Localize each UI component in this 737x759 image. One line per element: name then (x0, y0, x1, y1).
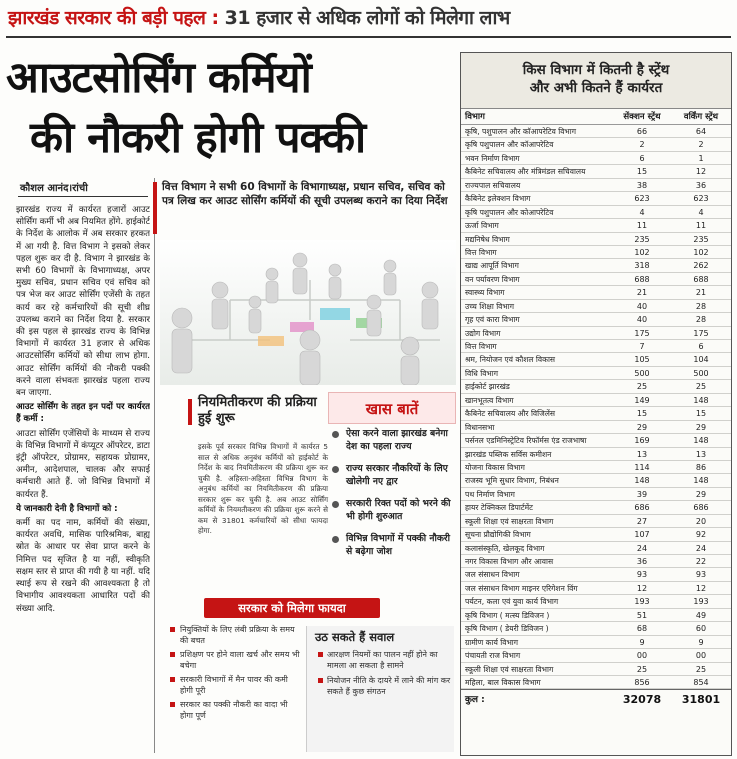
cell-sanctioned: 15 (636, 167, 648, 177)
cell-sanctioned: 40 (636, 315, 648, 325)
benefit-text: प्रशिक्षण पर होने वाला खर्च और समय भी बचेगा (180, 650, 300, 670)
table-row (461, 165, 731, 178)
cell-sanctioned: 688 (634, 274, 650, 284)
org-chart-illustration (160, 240, 456, 385)
bullet-icon (332, 466, 339, 473)
cell-working: 15 (695, 409, 707, 419)
bullet-icon (332, 536, 339, 543)
table-row (461, 246, 731, 259)
table-row (461, 568, 731, 581)
cell-department: विधानसभा (465, 422, 495, 432)
cell-working: 28 (695, 315, 707, 325)
header-department: विभाग (465, 112, 485, 122)
table-row (461, 192, 731, 205)
table-row (461, 125, 731, 138)
cell-department: कलासंस्कृति, खेलकूद विभाग (465, 543, 545, 553)
cell-sanctioned: 11 (636, 221, 648, 231)
department-strength-table (460, 52, 732, 756)
table-body (461, 125, 731, 689)
key-points-box (328, 392, 456, 592)
benefits-list (170, 624, 302, 724)
cell-department: वन पर्यावरण विभाग (465, 274, 520, 284)
cell-department: कैबिनेट सचिवालय और विजिलेंस (465, 409, 556, 419)
table-row (461, 313, 731, 326)
cell-working: 92 (695, 530, 707, 540)
cell-sanctioned: 148 (634, 476, 650, 486)
table-row (461, 273, 731, 286)
question-item (307, 649, 454, 671)
table-row (461, 434, 731, 447)
cell-working: 29 (695, 422, 707, 432)
table-row (461, 380, 731, 393)
cell-working: 854 (693, 677, 709, 687)
cell-working: 20 (695, 516, 707, 526)
cell-department: झारखंड पब्लिक सर्विस कमीशन (465, 449, 552, 459)
body-paragraph-3: कर्मी का पद नाम, कर्मियों की संख्या, कार्यरत अवधि, मासिक पारिश्रमिक, बाह्य स्रोत के आधार पर सेवा प्राप्त करने के निमित्त पद सृजित है या नहीं, स्वीकृति सक्षम स्तर से प्राप्त की गयी है या नहीं. यदि स्थाई रूप से रखने की आवश्यकता है तो विभागीय आवश्यकता आधारित पदों की संख्या आदि. (16, 518, 150, 614)
cell-sanctioned: 00 (636, 651, 648, 661)
table-row (461, 421, 731, 434)
cell-sanctioned: 24 (636, 543, 648, 553)
table-row (461, 595, 731, 608)
table-row (461, 622, 731, 635)
benefit-item (170, 699, 302, 721)
cell-department: कृषि पशुपालन और कॉआपरेटिव (465, 140, 554, 150)
cell-department: स्कूली शिक्षा एवं साक्षरता विभाग (465, 664, 554, 674)
table-row (461, 327, 731, 340)
cell-department: गृह एवं कारा विभाग (465, 315, 520, 325)
table-header-row (461, 109, 731, 125)
table-row (461, 353, 731, 366)
main-headline (6, 48, 458, 168)
cell-working: 1 (698, 153, 704, 163)
bullet-icon (170, 627, 175, 632)
cell-working: 4 (698, 207, 704, 217)
cell-working: 13 (695, 449, 707, 459)
table-row (461, 461, 731, 474)
cell-sanctioned: 107 (634, 530, 650, 540)
cell-working: 262 (693, 261, 709, 271)
cell-department: जल संसाधन विभाग माइनर एरिगेशन विंग (465, 583, 578, 593)
cell-working: 00 (695, 651, 707, 661)
benefit-text: सरकार का पक्की नौकरी का वादा भी होगा पूर्ण (180, 700, 288, 720)
byline-divider (18, 196, 148, 197)
table-total-row (461, 689, 731, 709)
key-point (332, 463, 454, 488)
cell-sanctioned: 686 (634, 503, 650, 513)
cell-working: 12 (695, 167, 707, 177)
cell-working: 148 (693, 476, 709, 486)
table-title-line-1: किस विभाग में कितनी है स्ट्रेंथ (522, 62, 670, 78)
cell-department: पथ निर्माण विभाग (465, 489, 515, 499)
cell-sanctioned: 114 (634, 462, 650, 472)
cell-sanctioned: 68 (636, 624, 648, 634)
cell-working: 6 (698, 342, 704, 351)
cell-department: विधि विभाग (465, 368, 499, 378)
cell-department: श्रम, नियोजन एवं कौशल विकास (465, 355, 556, 365)
cell-department: स्वास्थ्य विभाग (465, 288, 505, 298)
body-subhead-info: ये जानकारी देनी है विभागों को : (16, 503, 118, 514)
table-title-line-2: और अभी कितने हैं कार्यरत (529, 80, 663, 96)
table-row (461, 555, 731, 568)
cell-working: 86 (695, 462, 707, 472)
table-row (461, 219, 731, 232)
body-subhead-posts: आउट सोर्सिंग के तहत इन पदों पर कार्यरत हैं कर्मी : (16, 402, 150, 425)
cell-department: पर्सनल एडमिनिस्ट्रेटिव रिफॉर्मस एंड राजभाषा (465, 436, 587, 446)
cell-department: उद्योग विभाग (465, 328, 501, 338)
table-row (461, 448, 731, 461)
cell-sanctioned: 66 (636, 127, 648, 136)
body-column (16, 204, 150, 756)
key-point-text: राज्य सरकार नौकरियों के लिए खोलेगी नए द्वार (346, 463, 448, 487)
regularization-text: इसके पूर्व सरकार विभिन्न विभागों में कार्यरत 5 साल से अधिक अनुबंध कर्मियों को हाईकोर्ट के निर्देश के बाद नियमितीकरण की प्रक्रिया शुरू कर चुकी है. अहिस्ता-अहिस्ता विभिन्न विभाग के अनुबंध कर्मियों का नियमितीकरण की प्रक्रिया सरकार शुरू कर चुकी है. अब आउट सोर्सिंग कर्मियों के नियमतीकरण की प्रक्रिया शुरू करने से कम से 31801 कर्मचारियों को सीधा फायदा होगा. (198, 442, 328, 535)
cell-department: महिला, बाल विकास विभाग (465, 677, 541, 687)
key-points-list (328, 424, 456, 558)
cell-working: 60 (695, 624, 707, 634)
cell-working: 9 (698, 637, 704, 647)
cell-department: कैबिनेट इलेक्शन विभाग (465, 194, 531, 204)
cell-sanctioned: 29 (636, 422, 648, 432)
cell-working: 49 (695, 610, 707, 620)
cell-sanctioned: 51 (636, 610, 648, 620)
top-divider (6, 36, 731, 38)
cell-department: भवन निर्माण विभाग (465, 153, 520, 163)
benefit-text: सरकारी विभागों में मैन पावर की कमी होगी पूरी (180, 675, 288, 695)
cell-working: 175 (693, 328, 709, 338)
benefit-item (170, 624, 302, 646)
question-text: नियोजन नीति के दायरे में लाने की मांग कर सकते हैं कुछ संगठन (327, 676, 451, 696)
cell-department: योजना विकास विभाग (465, 462, 525, 472)
table-row (461, 407, 731, 420)
subheadline (162, 180, 450, 208)
cell-working: 104 (693, 355, 709, 365)
cell-department: राजस्व भूमि सुधार विभाग, निबंधन (465, 476, 559, 486)
table-row (461, 488, 731, 501)
byline: कौशल आनंद।रांची (20, 183, 88, 194)
cell-sanctioned: 318 (634, 261, 650, 271)
cell-sanctioned: 93 (636, 570, 648, 580)
cell-department: सूचना प्रौद्योगिकी विभाग (465, 530, 531, 540)
cell-department: कृषि, पशुपालन और कॉआपरेटिव विभाग (465, 127, 577, 136)
column-divider (154, 178, 155, 753)
table-row (461, 138, 731, 151)
cell-working: 148 (693, 436, 709, 446)
table-row (461, 649, 731, 662)
cell-sanctioned: 102 (634, 247, 650, 257)
table-row (461, 528, 731, 541)
cell-department: मद्यनिषेध विभाग (465, 234, 510, 244)
cell-department: कैबिनेट सचिवालय और मंत्रिमंडल सचिवालय (465, 167, 586, 177)
cell-sanctioned: 6 (639, 153, 645, 163)
key-point (332, 428, 454, 453)
benefits-banner: सरकार को मिलेगा फायदा (204, 598, 380, 618)
cell-department: पर्यटन, कला एवं युवा कार्य विभाग (465, 597, 559, 607)
table-row (461, 286, 731, 299)
cell-department: जल संसाधन विभाग (465, 570, 520, 580)
regularization-heading (198, 395, 318, 427)
cell-sanctioned: 623 (634, 194, 650, 204)
cell-working: 29 (695, 489, 707, 499)
cell-sanctioned: 169 (634, 436, 650, 446)
cell-sanctioned: 105 (634, 355, 650, 365)
table-row (461, 259, 731, 272)
questions-box (306, 626, 454, 752)
cell-working: 11 (695, 221, 707, 231)
cell-sanctioned: 12 (636, 583, 648, 593)
key-point-text: सरकारी रिक्त पदों को भरने की भी होगी शुरुआत (346, 498, 451, 522)
table-row (461, 152, 731, 165)
header-sanctioned: सेंक्शन स्ट्रेंथ (623, 112, 661, 122)
cell-sanctioned: 25 (636, 382, 648, 392)
cell-sanctioned: 39 (636, 489, 648, 499)
key-point (332, 533, 454, 558)
cell-department: खाद्य आपूर्ति विभाग (465, 261, 519, 271)
table-row (461, 542, 731, 555)
cell-department: ऊर्जा विभाग (465, 221, 499, 231)
cell-department: ग्रामीण कार्य विभाग (465, 637, 519, 647)
cell-department: हायर टेक्निकल डिपार्टमेंट (465, 503, 533, 513)
question-text: आरक्षण नियमों का पालन नहीं होने का मामला आ सकता है सामने (327, 650, 438, 670)
body-paragraph-2: आउटा सोर्सिंग एजेंसियों के माध्यम से राज्य के विभिन्न विभागों में कंप्यूटर ऑपरेटर, डाटा इंट्री ऑपरेटर, प्रोग्रामर, सहायक प्रोग्रामर, अमीन, आदेशपाल, चालक और सफाई कर्मचारी आते हैं. जो विभिन्न विभागों में कार्यरत हैं. (16, 428, 150, 500)
cell-working: 36 (695, 180, 707, 190)
table-row (461, 394, 731, 407)
cell-department: हाईकोर्ट झारखंड (465, 382, 510, 392)
cell-department: वित्त विभाग (465, 247, 497, 257)
question-item (307, 675, 454, 697)
benefit-item (170, 674, 302, 696)
cell-working: 688 (693, 274, 709, 284)
cell-sanctioned: 25 (636, 664, 648, 674)
cell-working: 22 (695, 557, 707, 566)
cell-department: कृषि पशुपालन और कोआपरेटिव (465, 207, 554, 217)
cell-sanctioned: 2 (639, 140, 645, 150)
cell-sanctioned: 13 (636, 449, 648, 459)
cell-working: 686 (693, 503, 709, 513)
total-working: 31801 (681, 693, 721, 707)
cell-sanctioned: 500 (634, 368, 650, 378)
bullet-icon (332, 431, 339, 438)
cell-working: 148 (693, 395, 709, 405)
key-point (332, 498, 454, 523)
cell-working: 193 (693, 597, 709, 607)
cell-working: 102 (693, 247, 709, 257)
table-row (461, 636, 731, 649)
bullet-icon (318, 652, 323, 657)
strapline-rest: 31 हजार से अधिक लोगों को मिलेगा लाभ (218, 7, 510, 29)
header-working: वर्किंग स्ट्रेंथ (683, 112, 719, 122)
cell-sanctioned: 856 (634, 677, 650, 687)
cell-working: 2 (698, 140, 704, 150)
table-row (461, 582, 731, 595)
key-point-text: विभिन्न विभागों में पक्की नौकरी से बढ़ेगा जोश (346, 533, 451, 557)
cell-working: 235 (693, 234, 709, 244)
cell-sanctioned: 38 (636, 180, 648, 190)
benefit-text: नियुक्तियों के लिए लंबी प्रक्रिया के समय की बचत (180, 625, 295, 645)
cell-sanctioned: 27 (636, 516, 648, 526)
total-sanctioned: 32078 (622, 693, 662, 707)
bullet-icon (170, 677, 175, 682)
cell-department: पंचायती राज विभाग (465, 651, 521, 661)
table-row (461, 206, 731, 219)
cell-working: 24 (695, 543, 707, 553)
cell-working: 93 (695, 570, 707, 580)
subhead-accent-bar (153, 182, 157, 234)
cell-working: 21 (695, 288, 707, 298)
body-paragraph-1: झारखंड राज्य में कार्यरत हजारों आउट सोर्सिंग कर्मी भी अब नियमित होंगे. हाईकोर्ट के निर्देश के आलोक में अब सरकार हरकत में आ गयी है. वित्त विभाग ने इसको लेकर पहल शुरू कर दी है. विभाग ने झारखंड के सभी 60 विभागों के विभागाध्यक्ष, अपर मुख्य सचिव, प्रधान सचिव एवं सचिव को पत्र भेज कर आउट सोर्सिंग एजेंसी के तहत कार्य कर रहे कर्मचारियों की सूची शीघ्र उपलब्ध कराने का निर्देश दिया है. सरकार की इस पहल से झारखंड राज्य के विभिन्न विभागों में कार्यरत 31 हजार से अधिक आउटसोर्सिंग कर्मियों को सीधा लाभ होगा. आउट सोर्सिंग कर्मियों की नौकरी पक्की करने वाला संभवतः झारखंड पहला राज्य बन जाएगा. (16, 205, 150, 399)
cell-sanctioned: 36 (636, 557, 648, 566)
bullet-icon (332, 501, 339, 508)
total-label: कुल : (465, 695, 485, 706)
questions-title: उठ सकते हैं सवाल (315, 630, 395, 644)
table-row (461, 233, 731, 246)
benefit-item (170, 649, 302, 671)
cell-department: कृषि विभाग ( डेयरी डिविजन ) (465, 624, 549, 634)
table-title (461, 53, 731, 109)
table-row (461, 474, 731, 487)
bullet-icon (170, 702, 175, 707)
cell-sanctioned: 21 (636, 288, 648, 298)
cell-sanctioned: 149 (634, 395, 650, 405)
cell-working: 64 (695, 127, 707, 136)
table-row (461, 663, 731, 676)
cell-working: 25 (695, 664, 707, 674)
table-row (461, 515, 731, 528)
cell-sanctioned: 4 (639, 207, 645, 217)
cell-working: 25 (695, 382, 707, 392)
cell-working: 12 (695, 583, 707, 593)
cell-sanctioned: 40 (636, 301, 648, 311)
table-row (461, 501, 731, 514)
cell-sanctioned: 175 (634, 328, 650, 338)
cell-working: 623 (693, 194, 709, 204)
key-points-title: खास बातें (328, 392, 456, 424)
cell-department: वित्त विभाग (465, 342, 497, 351)
cell-department: उच्च शिक्षा विभाग (465, 301, 514, 311)
cell-working: 500 (693, 368, 709, 378)
subhead-text: वित्त विभाग ने सभी 60 विभागों के विभागाध्यक्ष, प्रधान सचिव, सचिव को पत्र लिख कर आउट सोर्सिंग कर्मियों की सूची उपलब्ध कराने का दिया निर्देश (162, 181, 448, 207)
headline-line-1: आउटसोर्सिंग कर्मियों (6, 53, 311, 103)
cell-sanctioned: 235 (634, 234, 650, 244)
regularization-accent-bar (188, 399, 192, 425)
cell-sanctioned: 9 (639, 637, 645, 647)
cell-department: नगर विकास विभाग और आवास (465, 557, 554, 566)
bullet-icon (170, 652, 175, 657)
key-point-text: ऐसा करने वाला झारखंड बनेगा देश का पहला राज्य (346, 428, 448, 452)
cell-department: राज्यपाल सचिवालय (465, 180, 521, 190)
table-row (461, 300, 731, 313)
cell-sanctioned: 15 (636, 409, 648, 419)
cell-sanctioned: 193 (634, 597, 650, 607)
bullet-icon (318, 678, 323, 683)
table-row (461, 676, 731, 689)
table-row (461, 340, 731, 353)
table-row (461, 179, 731, 192)
regularization-title: नियमितीकरण की प्रक्रिया हुई शुरू (198, 395, 317, 426)
top-strapline (8, 4, 730, 32)
cell-department: कृषि विभाग ( मत्स्य डिविजन ) (465, 610, 550, 620)
table-row (461, 367, 731, 380)
strapline-lead: झारखंड सरकार की बड़ी पहल : (8, 7, 219, 29)
headline-line-2: की नौकरी होगी पक्की (30, 113, 366, 163)
cell-department: खानभूतत्व विभाग (465, 395, 514, 405)
cell-working: 28 (695, 301, 707, 311)
cell-sanctioned: 7 (639, 342, 645, 351)
table-row (461, 609, 731, 622)
cell-department: स्कूली शिक्षा एवं साक्षरता विभाग (465, 516, 554, 526)
